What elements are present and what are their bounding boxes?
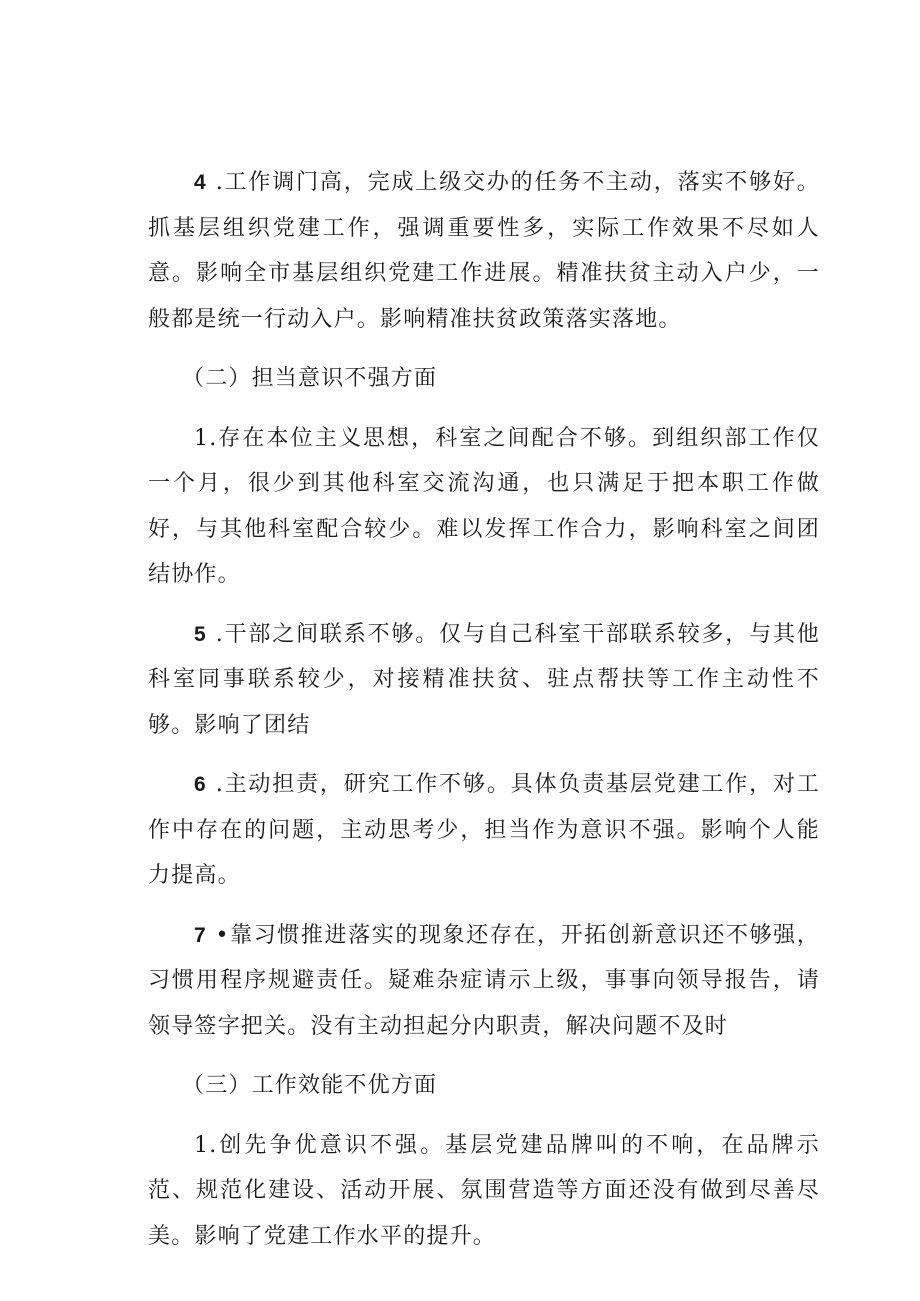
paragraph-item-5 (148, 612, 820, 749)
paragraph-item-1: 1.存在本位主义思想，科室之间配合不够。到组织部工作仅一个月，很少到其他科室交流沟通，也只满足于把本职工作做好，与其他科室配合较少。难以发挥工作合力，影响科室之间团结协作。 (148, 425, 820, 587)
paragraph-text: •靠习惯推进落实的现象还存在，开拓创新意识还不够强，习惯用程序规避责任。疑难杂症请示上级，事事向领导报告，请领导签字把关。没有主动担起分内职责，解决问题不及时 (148, 922, 820, 1039)
section-heading-2: （二）担当意识不强方面 (182, 366, 438, 391)
paragraph-item-4 (148, 160, 820, 342)
section-heading-3: （三）工作效能不优方面 (182, 1073, 438, 1098)
paragraph-text: .干部之间联系不够。仅与自己科室干部联系较多，与其他科室同事联系较少，对接精准扶贫、驻点帮扶等工作主动性不够。影响了团结 (148, 621, 820, 738)
paragraph-section3-item-1: 1.创先争优意识不强。基层党建品牌叫的不响，在品牌示范、规范化建设、活动开展、氛围营造等方面还没有做到尽善尽美。影响了党建工作水平的提升。 (148, 1132, 820, 1249)
document-body (148, 160, 820, 1273)
paragraph-item-6 (148, 762, 820, 899)
item-number: 6 (194, 773, 207, 796)
item-number: 5 (194, 622, 207, 646)
paragraph-text: .主动担责，研究工作不够。具体负责基层党建工作，对工作中存在的问题，主动思考少，担当作为意识不强。影响个人能力提高。 (148, 772, 820, 888)
item-number: 7 (194, 923, 207, 947)
paragraph-item-7 (148, 913, 820, 1050)
paragraph-text: .工作调门高，完成上级交办的任务不主动，落实不够好。抓基层组织党建工作，强调重要性多，实际工作效果不尽如人意。影响全市基层组织党建工作进展。精准扶贫主动入户少，一般都是统一行动入户。影响精准扶贫政策落实落地。 (148, 170, 820, 332)
item-number: 4 (194, 171, 207, 194)
